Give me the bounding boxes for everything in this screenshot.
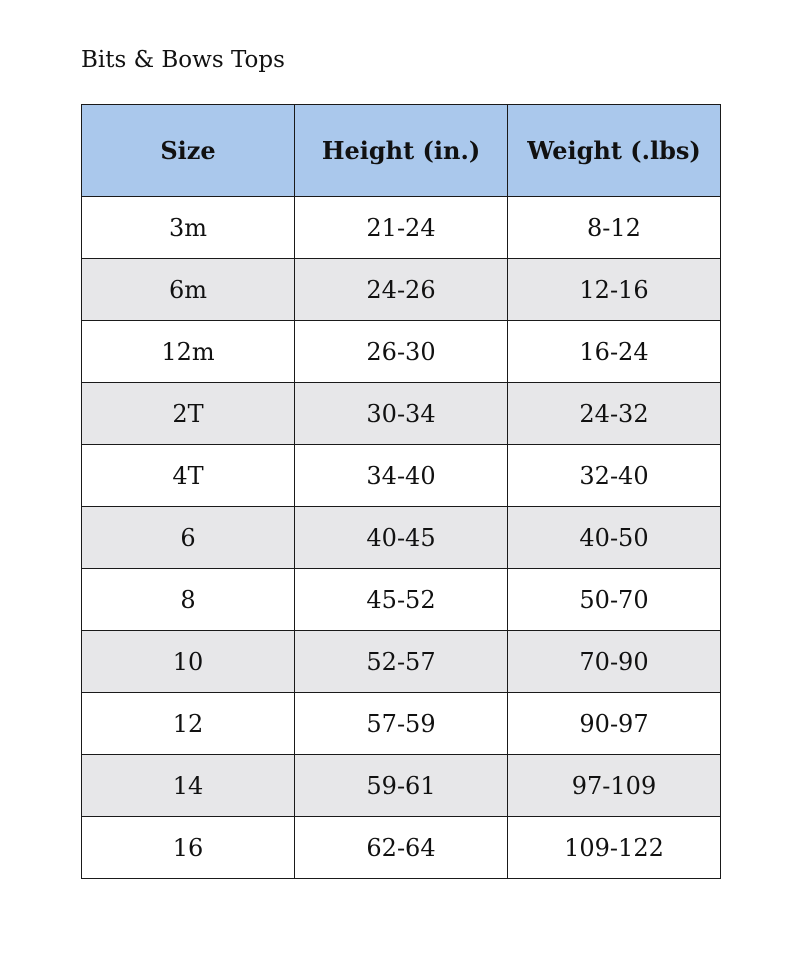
header-height: Height (in.) [295, 105, 508, 197]
cell-height: 34-40 [295, 445, 508, 507]
table-body [82, 197, 721, 879]
cell-height: 62-64 [295, 817, 508, 879]
cell-weight: 90-97 [508, 693, 721, 755]
table-row [82, 259, 721, 321]
cell-weight: 50-70 [508, 569, 721, 631]
cell-size: 16 [82, 817, 295, 879]
cell-size: 4T [82, 445, 295, 507]
cell-height: 26-30 [295, 321, 508, 383]
header-row [82, 105, 721, 197]
cell-size: 8 [82, 569, 295, 631]
cell-weight: 32-40 [508, 445, 721, 507]
cell-weight: 12-16 [508, 259, 721, 321]
cell-weight: 109-122 [508, 817, 721, 879]
cell-height: 30-34 [295, 383, 508, 445]
table-row [82, 755, 721, 817]
cell-height: 40-45 [295, 507, 508, 569]
cell-size: 12 [82, 693, 295, 755]
cell-size: 3m [82, 197, 295, 259]
table-row [82, 445, 721, 507]
table-header [82, 105, 721, 197]
cell-weight: 97-109 [508, 755, 721, 817]
header-size: Size [82, 105, 295, 197]
cell-size: 10 [82, 631, 295, 693]
table-row [82, 507, 721, 569]
cell-height: 59-61 [295, 755, 508, 817]
table-row [82, 693, 721, 755]
cell-height: 45-52 [295, 569, 508, 631]
table-row [82, 631, 721, 693]
cell-weight: 24-32 [508, 383, 721, 445]
cell-weight: 16-24 [508, 321, 721, 383]
table-row [82, 569, 721, 631]
table-row [82, 197, 721, 259]
cell-size: 6 [82, 507, 295, 569]
table-row [82, 817, 721, 879]
cell-height: 21-24 [295, 197, 508, 259]
cell-height: 57-59 [295, 693, 508, 755]
cell-height: 52-57 [295, 631, 508, 693]
document-title: Bits & Bows Tops [81, 47, 285, 73]
cell-weight: 70-90 [508, 631, 721, 693]
cell-size: 6m [82, 259, 295, 321]
cell-weight: 40-50 [508, 507, 721, 569]
header-weight: Weight (.lbs) [508, 105, 721, 197]
cell-size: 12m [82, 321, 295, 383]
table-row [82, 383, 721, 445]
cell-size: 14 [82, 755, 295, 817]
size-chart-table [81, 104, 721, 879]
cell-size: 2T [82, 383, 295, 445]
cell-height: 24-26 [295, 259, 508, 321]
cell-weight: 8-12 [508, 197, 721, 259]
table-row [82, 321, 721, 383]
